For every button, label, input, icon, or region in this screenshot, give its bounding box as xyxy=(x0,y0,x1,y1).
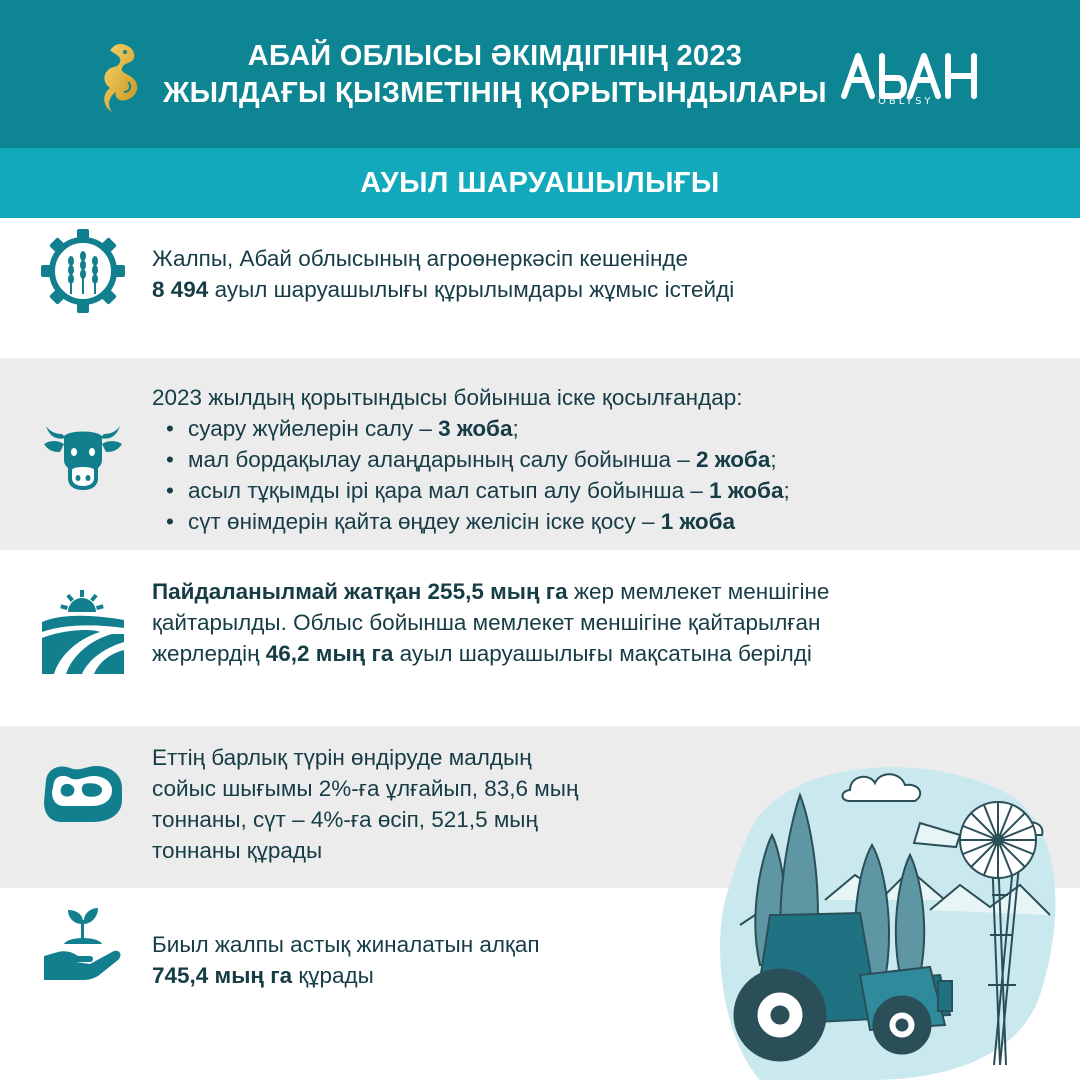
row-1-text xyxy=(152,243,734,305)
list-item: • сүт өнімдерін қайта өңдеу желісін іске қосу – 1 жоба xyxy=(152,506,790,537)
title-line-2: ЖЫЛДАҒЫ ҚЫЗМЕТІНІҢ ҚОРЫТЫНДЫЛАРЫ xyxy=(163,77,827,109)
row-4-line-2: сойыс шығымы 2%-ға ұлғайып, 83,6 мың xyxy=(152,776,579,801)
farm-tractor-illustration xyxy=(700,735,1080,1080)
snow-leopard-emblem-icon xyxy=(98,42,144,114)
field-sun-icon xyxy=(40,590,126,676)
row-4-line-1: Еттің барлық түрін өндіруде малдың xyxy=(152,745,532,770)
row-4-line-4: тоннаны құрады xyxy=(152,838,323,863)
row-5-line-1: Биыл жалпы астық жиналатын алқап xyxy=(152,932,540,957)
row-5-text xyxy=(152,929,540,991)
row-1-line-2 xyxy=(152,274,734,305)
row-5-line-2: 745,4 мың га құрады xyxy=(152,963,374,988)
wheat-gear-icon xyxy=(40,228,126,314)
header xyxy=(0,0,1080,148)
row-3-text xyxy=(152,576,829,669)
row-4-line-3: тоннаны, сүт – 4%-ға өсіп, 521,5 мың xyxy=(152,807,538,832)
row-4-text xyxy=(152,742,578,866)
row-1-line-1: Жалпы, Абай облысының агроөнеркәсіп кешенінде xyxy=(152,246,689,271)
list-item: • асыл тұқымды ірі қара мал сатып алу бойынша – 1 жоба; xyxy=(152,475,790,506)
row-1-value: 8 494 xyxy=(152,277,209,302)
cow-head-icon xyxy=(40,408,126,494)
meat-steak-icon xyxy=(40,752,126,838)
row-2-intro: 2023 жылдың қорытындысы бойынша іске қосылғандар: xyxy=(152,385,743,410)
abay-oblysy-logo xyxy=(838,46,983,118)
logo-subtitle: OBLYSY xyxy=(878,96,934,107)
row-3-line-1: Пайдаланылмай жатқан 255,5 мың га жер мемлекет меншігіне xyxy=(152,579,830,604)
row-2-text xyxy=(152,382,790,537)
row-3-line-2: қайтарылды. Облыс бойынша мемлекет меншігіне қайтарылған xyxy=(152,610,821,635)
row-1-line-2-text: ауыл шаруашылығы құрылымдары жұмыс істейді xyxy=(208,277,735,302)
section-title: АУЫЛ ШАРУАШЫЛЫҒЫ xyxy=(0,148,1080,218)
row-2-list xyxy=(152,413,790,537)
list-item: • суару жүйелерін салу – 3 жоба; xyxy=(152,413,790,444)
page-title xyxy=(150,38,840,112)
hand-sprout-icon xyxy=(40,902,126,988)
list-item: • мал бордақылау алаңдарының салу бойынша – 2 жоба; xyxy=(152,444,790,475)
title-line-1: АБАЙ ОБЛЫСЫ ӘКІМДІГІНІҢ 2023 xyxy=(247,40,743,72)
row-3-line-3: жерлердің 46,2 мың га ауыл шаруашылығы мақсатына берілді xyxy=(152,641,812,666)
